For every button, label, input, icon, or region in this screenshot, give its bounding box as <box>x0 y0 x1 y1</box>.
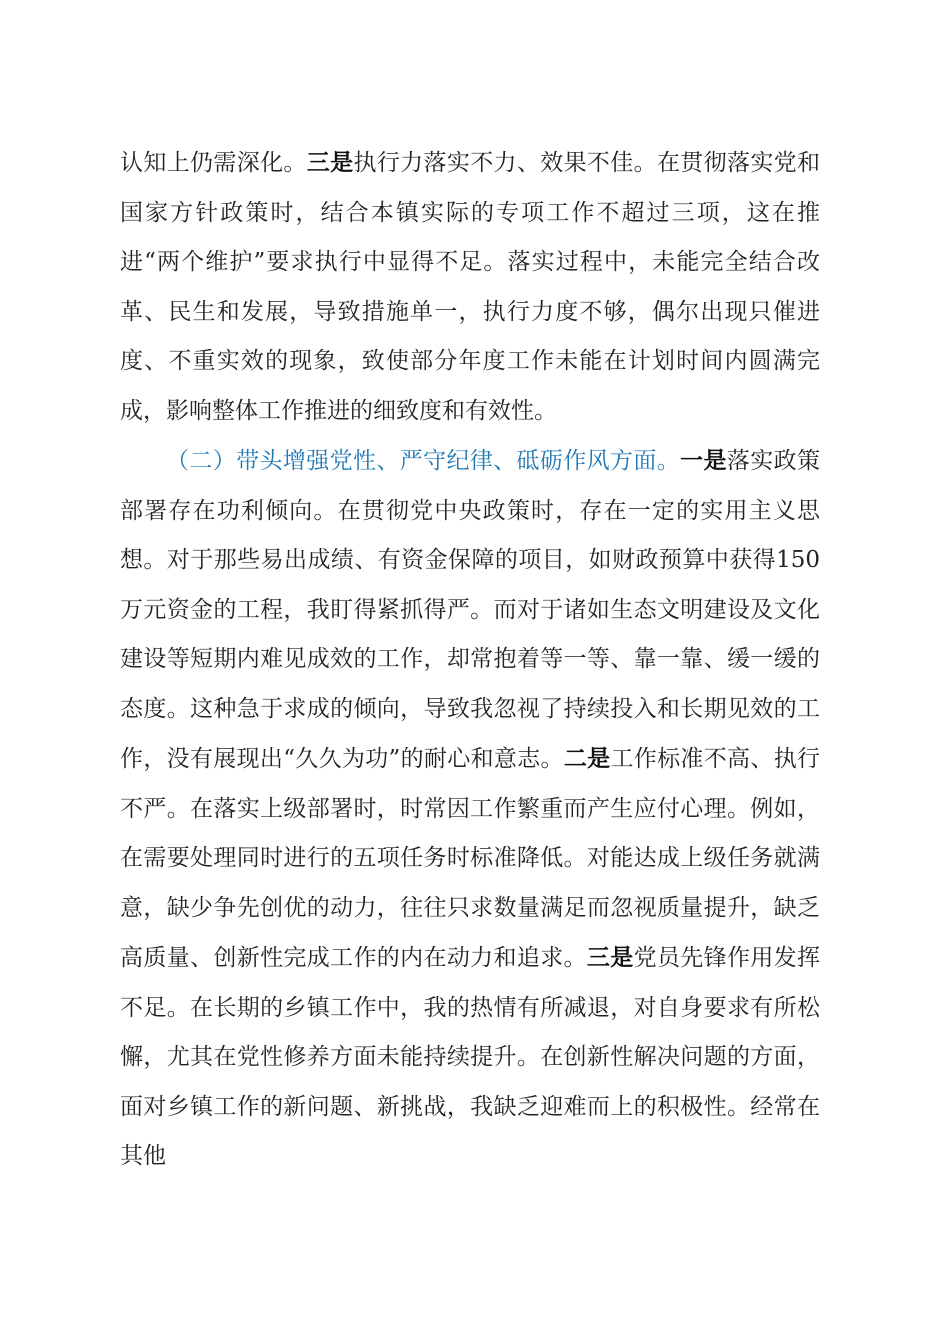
paragraph-2-text-c: 党员先锋作用发挥不足。在长期的乡镇工作中，我的热情有所减退，对自身要求有所松懈，尤其在党性修养方面未能持续提升。在创新性解决问题的方面，面对乡镇工作的新问题、新挑战，我缺乏迎难而上的积极性。经常在其他 <box>120 945 821 1169</box>
section-heading: （二）带头增强党性、严守纪律、砥砺作风方面。 <box>166 448 681 474</box>
paragraph-2-bold-marker-3: 三是 <box>586 944 634 971</box>
paragraph-1-text-a: 认知上仍需深化。 <box>120 150 307 176</box>
paragraph-1-text-b: 执行力落实不力、效果不佳。在贯彻落实党和国家方针政策时，结合本镇实际的专项工作不超过三项，这在推进“两个维护”要求执行中显得不足。落实过程中，未能完全结合改革、民生和发展，导致措施单一，执行力度不够，偶尔出现只催进度、不重实效的现象，致使部分年度工作未能在计划时间内圆满完成，影响整体工作推进的细致度和有效性。 <box>120 150 821 424</box>
paragraph-1 <box>120 138 820 436</box>
paragraph-2-bold-marker-2: 二是 <box>563 745 611 772</box>
document-body <box>120 138 820 1182</box>
paragraph-2-bold-marker-1: 一是 <box>680 447 727 474</box>
paragraph-2-text-b: 工作标准不高、执行不严。在落实上级部署时，时常因工作繁重而产生应付心理。例如，在需要处理同时进行的五项任务时标准降低。对能达成上级任务就满意，缺少争先创优的动力，往往只求数量满足而忽视质量提升，缺乏高质量、创新性完成工作的内在动力和追求。 <box>120 746 821 971</box>
paragraph-2 <box>120 436 820 1182</box>
paragraph-2-text-a: 落实政策部署存在功利倾向。在贯彻党中央政策时，存在一定的实用主义思想。对于那些易出成绩、有资金保障的项目，如财政预算中获得150万元资金的工程，我盯得紧抓得严。而对于诸如生态文明建设及文化建设等短期内难见成效的工作，却常抱着等一等、靠一靠、缓一缓的态度。这种急于求成的倾向，导致我忽视了持续投入和长期见效的工作，没有展现出“久久为功”的耐心和意志。 <box>120 448 821 772</box>
paragraph-1-bold-marker: 三是 <box>306 149 354 176</box>
